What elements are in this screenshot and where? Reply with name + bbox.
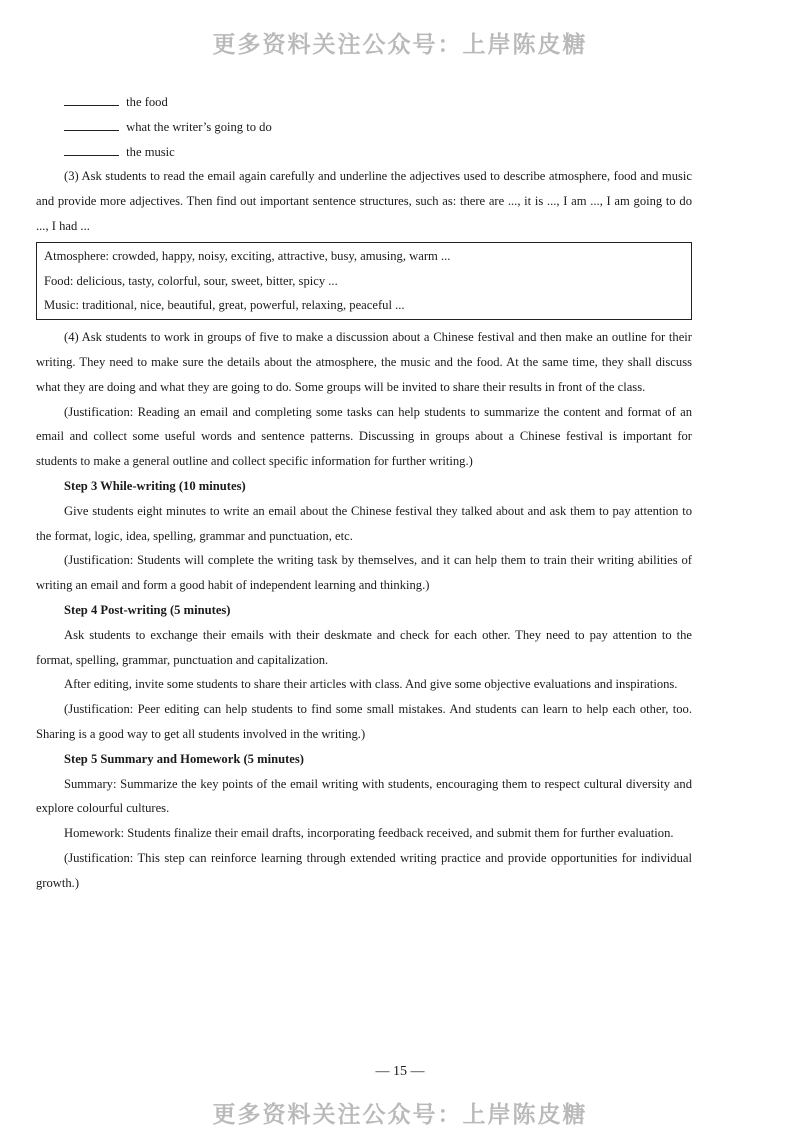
step-5-homework: Homework: Students finalize their email drafts, incorporating feedback received, and submit them for further evaluation. — [64, 826, 674, 841]
justification-2: (Justification: Reading an email and completing some tasks can help students to summarize the content and format of an email and collect some useful words and sentence patterns. Discussing in groups about a Chinese festival is important for students to make a general outline and collect specific information for further writing.) — [36, 404, 692, 469]
step-3-heading: Step 3 While-writing (10 minutes) — [64, 478, 246, 493]
step-4-text-1: Ask students to exchange their emails with their deskmate and check for each other. They need to pay attention to the format, spelling, grammar, punctuation and capitalization. — [36, 627, 692, 667]
box-food: Food: delicious, tasty, colorful, sour, sweet, bitter, spicy ... — [44, 273, 338, 288]
step-5-summary: Summary: Summarize the key points of the email writing with students, encouraging them to respect cultural diversity and explore colourful cultures. — [36, 776, 692, 816]
blank-line — [64, 141, 119, 156]
paragraph-4: (4) Ask students to work in groups of five to make a discussion about a Chinese festival and then make an outline for their writing. They need to make sure the details about the atmosphere, the music and the food. At the same time, they shall discuss what they are doing and what they are going to do. Some groups will be invited to share their results in front of the class. — [36, 330, 692, 394]
step-4-heading: Step 4 Post-writing (5 minutes) — [64, 602, 231, 617]
box-music: Music: traditional, nice, beautiful, great, powerful, relaxing, peaceful ... — [44, 298, 405, 313]
blank-item-music — [36, 140, 692, 165]
paragraph-3: (3) Ask students to read the email again carefully and underline the adjectives used to describe atmosphere, food and music and provide more adjectives. Then find out important sentence structures, such as: there are ..., it is ..., I am ..., I am going to do ..., I had ... — [36, 169, 692, 233]
document-body — [36, 90, 692, 896]
blank-label: the food — [126, 95, 168, 109]
watermark-bottom: 更多资料关注公众号：上岸陈皮糖 — [212, 1102, 588, 1128]
blank-line — [64, 116, 119, 131]
page-number: — 15 — — [375, 1064, 425, 1079]
watermark-top: 更多资料关注公众号：上岸陈皮糖 — [212, 32, 588, 58]
blank-item-plan — [36, 115, 692, 140]
step-5-justification: (Justification: This step can reinforce learning through extended writing practice and provide opportunities for individual growth.) — [36, 850, 692, 890]
blank-label: what the writer’s going to do — [126, 119, 272, 134]
blank-item-food — [36, 90, 692, 115]
step-3-text: Give students eight minutes to write an email about the Chinese festival they talked about and ask them to pay attention to the format, logic, idea, spelling, grammar and punctuation, etc. — [36, 503, 692, 543]
blank-label: the music — [126, 144, 175, 159]
box-atmosphere: Atmosphere: crowded, happy, noisy, exciting, attractive, busy, amusing, warm ... — [44, 248, 451, 263]
blank-line — [64, 91, 119, 106]
step-4-justification: (Justification: Peer editing can help students to find some small mistakes. And students can learn to help each other, too. Sharing is a good way to get all students involved in the writing.) — [36, 702, 692, 741]
step-5-heading: Step 5 Summary and Homework (5 minutes) — [64, 751, 304, 766]
adjective-box — [36, 242, 692, 320]
step-4-text-2: After editing, invite some students to share their articles with class. And give some objective evaluations and inspirations. — [64, 677, 678, 692]
step-3-justification: (Justification: Students will complete the writing task by themselves, and it can help them to train their writing abilities of writing an email and form a good habit of independent learning and thinking.) — [36, 553, 692, 593]
